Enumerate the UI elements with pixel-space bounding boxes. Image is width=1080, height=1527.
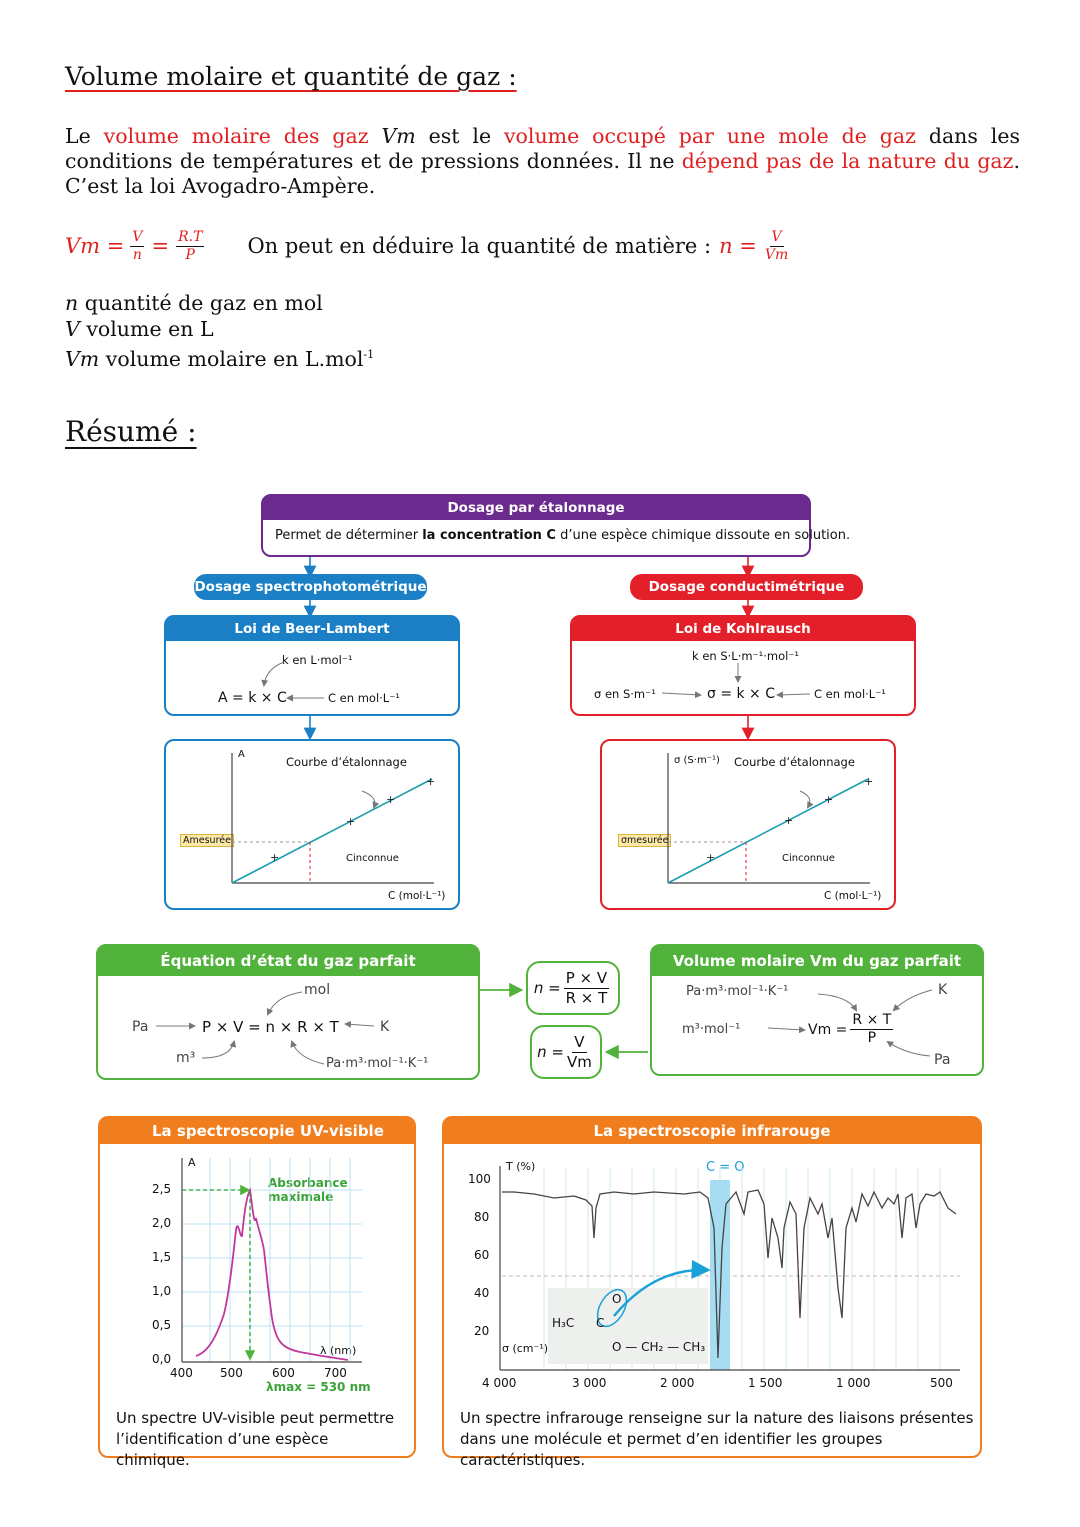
svg-text:+: + (426, 775, 436, 788)
axis-x-label: λ (nm) (320, 1344, 357, 1357)
calibration-curve (166, 741, 462, 912)
conductimetric-pill: Dosage conductimétrique (630, 574, 863, 600)
unit-pa: Pa (132, 1019, 149, 1035)
x-tick: 1 000 (836, 1376, 871, 1390)
axis-y-label: A (238, 749, 245, 760)
summary-title: Résumé : (65, 415, 197, 448)
calibration-title: Dosage par étalonnage (263, 496, 809, 520)
axis-y-label: σ (S·m⁻¹) (674, 755, 720, 766)
svg-text:+: + (784, 814, 794, 827)
axis-y-label: A (188, 1156, 196, 1169)
intro-text: Le (65, 124, 104, 148)
ideal-gas-law-box (96, 944, 480, 1080)
k-unit-label: k en L·mol⁻¹ (282, 653, 353, 667)
intro-highlight: dépend pas de la nature du gaz (681, 149, 1014, 173)
ideal-gas-title: Équation d’état du gaz parfait (98, 946, 478, 976)
molecule-ethoxy: O — CH₂ — CH₃ (612, 1340, 706, 1354)
n-from-molar-volume: n = $\frac{V}{Vm}$ (530, 1025, 602, 1079)
molar-volume-title: Volume molaire Vm du gaz parfait (652, 946, 982, 976)
ir-caption: Un spectre infrarouge renseigne sur la nature des liaisons présentes dans une molécule et permet d’en identifier les groupes caractéristiques. (460, 1409, 974, 1469)
carbonyl-band (710, 1180, 730, 1370)
spectrophotometric-pill: Dosage spectrophotométrique (194, 574, 427, 600)
svg-text:+: + (864, 775, 874, 788)
molar-volume-equation: Vm = $\frac{R \times T}{P}$ (808, 1012, 892, 1046)
ideal-gas-equation: P × V = n × R × T (202, 1018, 339, 1036)
svg-text:+: + (346, 815, 356, 828)
y-tick: 80 (474, 1210, 490, 1224)
unit-m3: m³ (176, 1050, 196, 1066)
curve-title: Courbe d’étalonnage (734, 755, 855, 769)
unit-m3-mol: m³·mol⁻¹ (682, 1022, 741, 1037)
y-tick: 2,5 (152, 1182, 172, 1196)
unknown-concentration-label: Cinconnue (346, 853, 399, 864)
lambda-max-label: λmax = 530 nm (266, 1380, 371, 1394)
annotation-arrows (572, 617, 918, 718)
carbonyl-band-label: C = O (706, 1160, 745, 1175)
c-unit-label: C en mol·L⁻¹ (814, 687, 886, 701)
uv-title: La spectroscopie UV-visible (100, 1118, 414, 1144)
intro-highlight: volume occupé par une mole de gaz (503, 124, 916, 148)
x-tick: 4 000 (482, 1376, 517, 1390)
variable-item: V volume en L (65, 317, 214, 341)
unit-k: K (380, 1019, 390, 1035)
fraction-v-vm: $\frac{V}{Vm}$ (764, 228, 789, 263)
y-tick: 20 (474, 1324, 490, 1338)
measured-value-label: Amesurée (180, 834, 234, 847)
annotation-arrows (652, 946, 986, 1078)
molecule-ch3: H₃C (552, 1316, 575, 1330)
conduct-calibration-box (600, 739, 896, 910)
molar-volume-formula: Vm = $\frac{V}{n}$ = $\frac{R.T}{P}$ On peut en déduire la quantité de matière : n = $\frac{V}{Vm}$ (65, 228, 789, 263)
unit-pa: Pa (934, 1052, 951, 1068)
svg-text:+: + (824, 793, 834, 806)
spectro-calibration-box (164, 739, 460, 910)
infrared-box (442, 1116, 982, 1469)
x-tick: 400 (170, 1366, 193, 1380)
x-tick: 3 000 (572, 1376, 607, 1390)
annotation-arrows (98, 946, 482, 1082)
deduce-text: On peut en déduire la quantité de matière : (247, 234, 712, 258)
axis-y-label: T (%) (506, 1160, 536, 1173)
measured-value-label: σmesurée (618, 834, 671, 847)
beer-lambert-box (164, 615, 460, 716)
curve-title: Courbe d’étalonnage (286, 755, 407, 769)
beer-lambert-title: Loi de Beer-Lambert (166, 617, 458, 641)
x-tick: 600 (272, 1366, 295, 1380)
k-unit-label: k en S·L·m⁻¹·mol⁻¹ (692, 649, 800, 663)
intro-text: dans les conditions de températures et de pressions données. Il ne (65, 124, 1020, 173)
molecule-oxygen: O (612, 1292, 622, 1306)
variable-item: Vm volume molaire en L.mol$^{-1}$ (65, 346, 375, 371)
kohlrausch-equation: σ = k × C (707, 686, 776, 702)
intro-highlight: volume molaire des gaz (103, 124, 369, 148)
axis-x-label: σ (cm⁻¹) (502, 1342, 549, 1355)
y-tick: 40 (474, 1286, 490, 1300)
kohlrausch-box (570, 615, 916, 716)
x-tick: 1 500 (748, 1376, 783, 1390)
y-tick: 2,0 (152, 1216, 172, 1230)
ir-title: La spectroscopie infrarouge (444, 1118, 980, 1144)
intro-text: est le (415, 124, 504, 148)
molecule-carbon: C (596, 1316, 605, 1330)
formula-n-eq: n = (719, 234, 757, 258)
absorbance-max-label: Absorbance maximale (268, 1176, 348, 1204)
svg-text:+: + (386, 793, 396, 806)
y-tick: 1,0 (152, 1284, 172, 1298)
x-tick: 500 (220, 1366, 243, 1380)
intro-symbol: Vm (368, 124, 416, 148)
y-tick: 1,5 (152, 1250, 172, 1264)
svg-text:+: + (270, 851, 280, 864)
beer-lambert-equation: A = k × C (218, 690, 287, 706)
variable-item: n quantité de gaz en mol (65, 291, 323, 315)
sigma-unit-label: σ en S·m⁻¹ (594, 687, 656, 701)
y-tick: 0,5 (152, 1318, 172, 1332)
x-tick: 700 (324, 1366, 347, 1380)
annotation-arrows (166, 617, 462, 718)
x-tick: 500 (930, 1376, 953, 1390)
fraction-v-n: $\frac{V}{n}$ (132, 228, 143, 263)
c-unit-label: C en mol·L⁻¹ (328, 691, 400, 705)
axis-x-label: C (mol·L⁻¹) (824, 890, 882, 902)
uv-caption: Un spectre UV-visible peut permettre l’identification d’une espèce chimique. (116, 1409, 395, 1469)
y-tick: 0,0 (152, 1352, 172, 1366)
y-tick: 100 (468, 1172, 491, 1186)
unit-r: Pa·m³·mol⁻¹·K⁻¹ (686, 984, 789, 999)
kohlrausch-title: Loi de Kohlrausch (572, 617, 914, 641)
y-tick: 60 (474, 1248, 490, 1262)
intro-text: . C’est la loi Avogadro-Ampère. (65, 149, 1020, 198)
molar-volume-box (650, 944, 984, 1076)
calibration-curve (602, 741, 898, 912)
calibration-text: Permet de déterminer la concentration C d’une espèce chimique dissoute en solution. (275, 528, 851, 543)
svg-text:+: + (706, 851, 716, 864)
unit-mol: mol (304, 982, 331, 998)
axis-x-label: C (mol·L⁻¹) (388, 890, 446, 902)
x-tick: 2 000 (660, 1376, 695, 1390)
unknown-concentration-label: Cinconnue (782, 853, 835, 864)
n-from-ideal-gas: n = $\frac{P \times V}{R \times T}$ (526, 961, 620, 1015)
calibration-box (261, 494, 851, 557)
fraction-rt-p: $\frac{R.T}{P}$ (178, 228, 203, 263)
uv-visible-box (98, 1116, 416, 1469)
unit-r: Pa·m³·mol⁻¹·K⁻¹ (326, 1056, 429, 1071)
unit-k: K (938, 982, 948, 998)
page-title: Volume molaire et quantité de gaz : (65, 62, 517, 91)
formula-lhs: Vm = (65, 234, 125, 258)
